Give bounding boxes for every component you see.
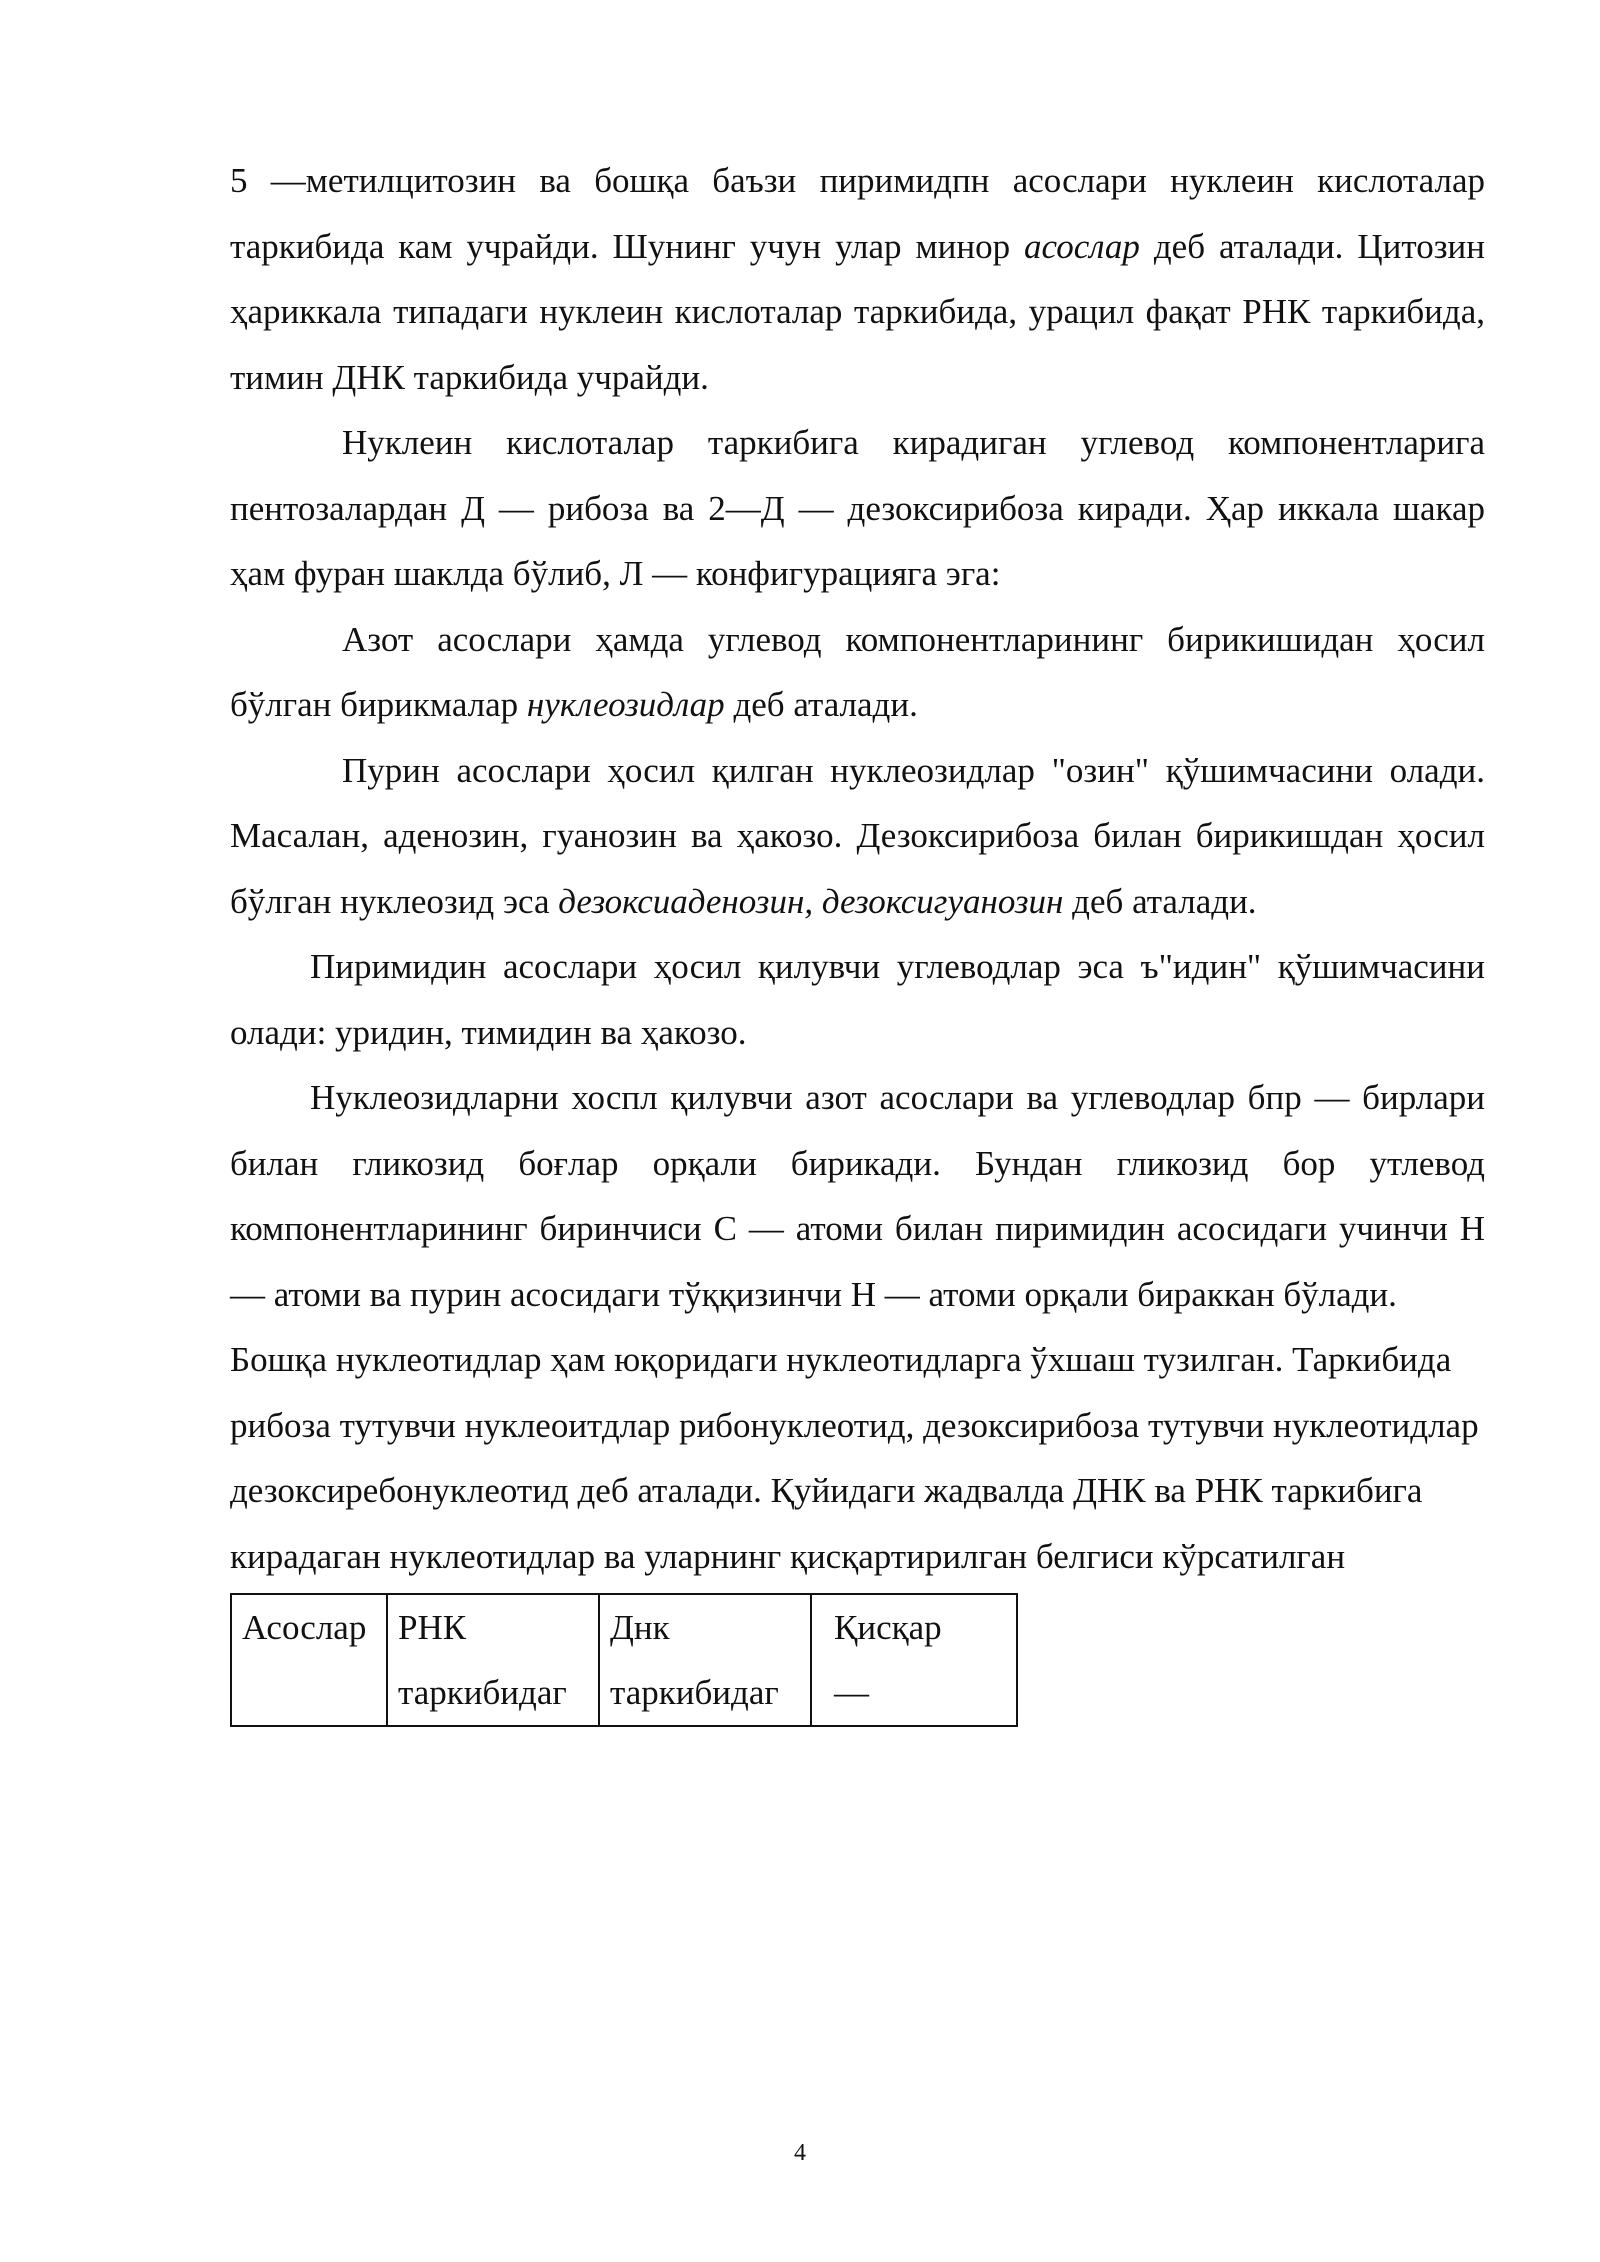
nucleotide-table — [230, 1593, 1018, 1727]
paragraph-carbohydrates: Нуклеин кислоталар таркибига кирадиган углевод компонентларига пентозалардан Д — рибоза ва 2—Д — дезоксирибоза киради. Ҳар иккала шакар ҳам фуран шаклда бўлиб, Л — конфигурацияга эга: — [230, 423, 1485, 593]
paragraph-text — [813, 882, 822, 921]
paragraph-pyrimidine: Пиримидин асослари ҳосил қилувчи углеводлар эса ъ"идин" қўшимчасини олади: уридин, тимидин ва ҳакозо. — [230, 947, 1485, 1052]
paragraph-text: Пурин асослари ҳосил қилган нуклеозидлар "озин" қўшимчасини олади. Масалан, аденозин, гуанозин ва ҳакозо. Дезоксирибоза билан бирикишдан ҳосил бўлган нуклеозид эса — [230, 750, 1485, 921]
document-page — [230, 148, 1485, 1727]
emphasis-term: нуклеозидлар — [526, 685, 725, 724]
table-cell-dna — [599, 1594, 811, 1726]
page-number: 4 — [794, 2140, 806, 2166]
paragraph-text: Азот асослари ҳамда углевод компонентларининг бирикишидан ҳосил бўлган бирикмалар — [230, 619, 1485, 724]
table-cell-text: таркибидаг — [398, 1673, 567, 1712]
paragraph-text: деб аталади. — [724, 685, 918, 724]
paragraph-methylcytosine — [230, 148, 1485, 410]
paragraph-nucleosides — [230, 607, 1485, 738]
table-cell-text: таркибидаг — [610, 1673, 779, 1712]
emphasis-term: дезоксиаденозин, — [558, 881, 814, 921]
paragraph-text: деб аталади. Цитозин ҳариккала типадаги нуклеин кислоталар таркибида, урацил фақат РНК таркибида, тимин ДНК таркибида учрайди. — [230, 226, 1485, 397]
paragraph-nucleotides: Бошқа нуклеотидлар ҳам юқоридаги нуклеотидларга ўхшаш тузилган. Таркибида рибоза тутувчи нуклеоитдлар рибонуклеотид, дезоксирибоза тутувчи нуклеотидлар дезоксиребонуклеотид деб аталади. Қуйидаги жадвалда ДНК ва РНК таркибига кирадаган нуклеотидлар ва уларнинг қисқартирилган белгиси кўрсатилган — [230, 1340, 1479, 1576]
table-cell-text: Днк — [610, 1608, 670, 1647]
paragraph-text: 5 —метилцитозин ва бошқа баъзи пиримидпн асослари нуклеин кислоталар таркибида кам учрайди. Шунинг учун улар минор — [230, 161, 1485, 266]
emphasis-term: дезоксигуанозин — [821, 881, 1064, 921]
table-header-row — [231, 1594, 1017, 1726]
table-cell-abbreviation — [811, 1594, 1017, 1726]
table-cell-text: — — [834, 1673, 869, 1712]
table-cell-rna — [387, 1594, 599, 1726]
table-cell-text: Асослар — [242, 1608, 367, 1647]
paragraph-glycosidic-bonds: Нуклеозидларни хоспл қилувчи азот асослари ва углеводлар бпр — бирлари билан гликозид боғлар орқали бирикади. Бундан гликозид бор утлевод компонентларининг биринчиси С — атоми билан пиримидин асосидаги учинчи Н — атоми ва пурин асосидаги тўққизинчи Н — атоми орқали бираккан бўлади. — [230, 1078, 1485, 1314]
table-cell-bases — [231, 1594, 387, 1726]
paragraph-text: деб аталади. — [1063, 881, 1257, 921]
table-cell-text: Қисқар — [834, 1608, 942, 1647]
emphasis-term: асослар — [1024, 226, 1140, 266]
paragraph-purine-nucleosides — [230, 738, 1485, 935]
table-cell-text: РНК — [398, 1608, 467, 1647]
